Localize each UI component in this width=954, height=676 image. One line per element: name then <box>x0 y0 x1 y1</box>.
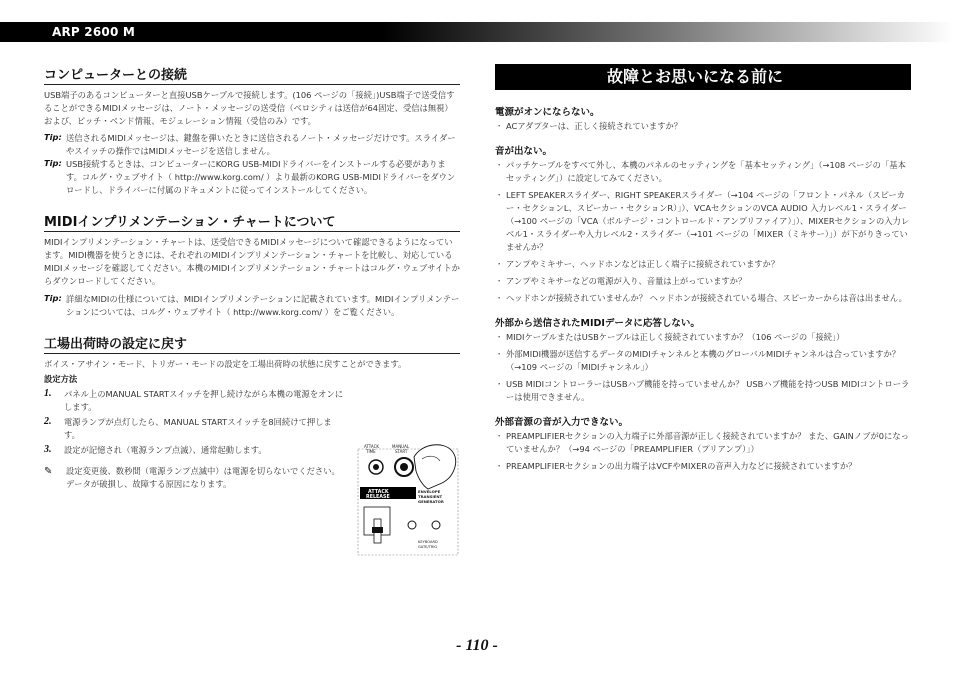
step-number: 3. <box>44 444 52 455</box>
list-item-text: PREAMPLIFIERセクションの入力端子に外部音源が正しく接続されていますか？ また、GAINノブが0になっていませんか？（→94 ページの「PREAMPLIFIER（プリアンプ）」） <box>506 431 909 454</box>
bullet-icon: ・ <box>495 379 504 389</box>
trouble-heading-no-sound: 音が出ない。 <box>495 146 553 157</box>
right-column <box>495 64 911 477</box>
step-item <box>44 388 344 414</box>
list-item-text: アンプやミキサー、ヘッドホンなどは正しく端子に接続されていますか？ <box>506 259 780 269</box>
list-item <box>495 159 911 185</box>
tip-label: Tip: <box>44 132 62 142</box>
left-column <box>44 64 460 549</box>
factory-reset-body: ボイス・アサイン・モード、トリガー・モードの設定を工場出荷時の状態に戻すことができます。 <box>44 359 407 369</box>
warning-pen-icon: ✎ <box>44 466 53 477</box>
bullet-icon: ・ <box>495 349 504 359</box>
tip-text: 送信されるMIDIメッセージは、鍵盤を弾いたときに送信されるノート・メッセージだけです。スライダーやスイッチの操作ではMIDIメッセージを送信しません。 <box>66 133 456 156</box>
tip-note <box>44 132 460 158</box>
list-item-text: USB MIDIコントローラーはUSBハブ機能を持っていませんか？ USBハブ機能を持つUSB MIDIコントローラーは使用できません。 <box>506 379 910 402</box>
manual-start-switch-center <box>400 463 408 471</box>
attack-time-label-2: TIME <box>366 449 376 454</box>
troubleshooting-banner: 故障とお思いになる前に <box>495 64 911 90</box>
bullet-icon: ・ <box>495 276 504 286</box>
manual-label: MANUAL <box>392 444 410 449</box>
manual-start-panel-illustration <box>352 437 464 557</box>
list-item <box>495 378 911 404</box>
list-item-text: パッチケーブルをすべて外し、本機のパネルのセッティングを「基本セッティング」（→108 ページの「基本セッティング」）に設定してみてください。 <box>506 160 906 183</box>
bullet-icon: ・ <box>495 332 504 342</box>
list-item <box>495 430 911 456</box>
list-item <box>495 120 911 133</box>
bullet-icon: ・ <box>495 431 504 441</box>
trouble-heading-external-audio: 外部音源の音が入力できない。 <box>495 417 629 428</box>
bullet-icon: ・ <box>495 121 504 131</box>
bullet-icon: ・ <box>495 293 504 303</box>
list-item <box>495 258 911 271</box>
step-item <box>44 444 344 457</box>
warning-note <box>44 465 344 491</box>
tip-text: USB接続するときは、コンピューターにKORG USB-MIDIドライバーをインストールする必要があります。コルグ・ウェブサイト（ http://www.korg.com/ ）より最新のKORG USB-MIDIドライバーをダウンロードし、ドライバーに付属のドキュメントに従ってインストールしてください。 <box>66 159 456 195</box>
list-item-text: ヘッドホンが接続されていませんか？ ヘッドホンが接続されている場合、スピーカーからは音は出ません。 <box>506 293 907 303</box>
power-lamp-center <box>373 464 379 470</box>
tip-text: 詳細なMIDIの仕様については、MIDIインプリメンテーションに記載されています。MIDIインプリメンテーションについては、コルグ・ウェブサイト（ http://www.korg.com/ ）をご覧ください。 <box>66 294 460 317</box>
step-text: 設定が記憶され（電源ランプ点滅）、通常起動します。 <box>64 445 267 455</box>
generator-label: GENERATOR <box>418 499 444 504</box>
slider-knob <box>372 527 383 533</box>
bullet-icon: ・ <box>495 259 504 269</box>
bullet-icon: ・ <box>495 160 504 170</box>
list-item <box>495 189 911 254</box>
gate-trig-label: GATE/TRIG <box>418 545 438 549</box>
jack-2 <box>432 521 440 529</box>
factory-reset-heading: 工場出荷時の設定に戻す <box>44 333 460 354</box>
computer-connection-body: USB端子のあるコンピューターと直接USBケーブルで接続します。(106 ページの「接続」)USB端子で送受信することができるMIDIメッセージは、ノート・メッセージの送受信（ベロシティは送信が64固定、受信は無視）および、ピッチ・ベンド情報、モジュレーション情報（受信のみ）です。 <box>44 90 455 126</box>
midi-implementation-heading: MIDIインプリメンテーション・チャートについて <box>44 211 460 232</box>
list-item-text: PREAMPLIFIERセクションの出力端子はVCFやMIXERの音声入力などに接続されていますか？ <box>506 461 857 471</box>
trouble-heading-power: 電源がオンにならない。 <box>495 107 600 118</box>
computer-connection-heading: コンピューターとの接続 <box>44 64 460 85</box>
tip-note <box>44 293 460 319</box>
tip-label: Tip: <box>44 158 62 168</box>
list-item <box>495 331 911 344</box>
bullet-icon: ・ <box>495 461 504 471</box>
header-bar <box>0 22 954 42</box>
list-item-text: MIDIケーブルまたはUSBケーブルは正しく接続されていますか？（106 ページの「接続」） <box>506 332 845 342</box>
jack-1 <box>408 521 416 529</box>
document-title: ARP 2600 M <box>52 25 136 39</box>
attack-release-label: ATTACK <box>368 490 389 495</box>
keyboard-label: KEYBOARD <box>418 540 438 544</box>
transient-label: TRANSIENT <box>418 494 443 499</box>
start-label: START <box>395 449 408 454</box>
list-item-text: 外部MIDI機器が送信するデータのMIDIチャンネルと本機のグローバルMIDIチャンネルは合っていますか？（→109 ページの「MIDIチャンネル」） <box>506 349 901 372</box>
list-item <box>495 460 911 473</box>
tip-label: Tip: <box>44 293 62 303</box>
trouble-heading-midi: 外部から送信されたMIDIデータに応答しない。 <box>495 318 700 329</box>
warning-text: 設定変更後、数秒間（電源ランプ点滅中）は電源を切らないでください。データが破損し、故障する原因になります。 <box>66 466 340 489</box>
envelope-label: ENVELOPE <box>418 489 441 494</box>
page-number: - 110 - <box>456 637 498 654</box>
step-text: 電源ランプが点灯したら、MANUAL STARTスイッチを8回続けて押します。 <box>64 417 332 440</box>
bullet-icon: ・ <box>495 190 504 200</box>
tip-note <box>44 158 460 197</box>
step-number: 2. <box>44 416 52 427</box>
list-item-text: アンプやミキサーなどの電源が入り、音量は上がっていますか？ <box>506 276 747 286</box>
procedure-subheading: 設定方法 <box>44 374 78 384</box>
step-item <box>44 416 344 442</box>
list-item-text: ACアダプターは、正しく接続されていますか？ <box>506 121 683 131</box>
release-label: RELEASE <box>366 495 390 500</box>
list-item <box>495 275 911 288</box>
list-item <box>495 292 911 305</box>
step-text: パネル上のMANUAL STARTスイッチを押し続けながら本機の電源をオンにします。 <box>64 389 344 412</box>
list-item <box>495 348 911 374</box>
list-item-text: LEFT SPEAKERスライダー、RIGHT SPEAKERスライダー（→104 ページの「フロント・パネル（スピーカー・セクションL、スピーカー・セクションR）」）、VCAセクションのVCA AUDIO 入力レベル1・スライダー（→100 ページの「VCA（ボルテージ・コントロールド・アンプリファイア）」）、MIXERセクションの入力レベル1・スライダーや入力レベル2・スライダー（→101 ページの「MIXER（ミキサー）」）が下がりきっていませんか？ <box>506 190 910 252</box>
step-number: 1. <box>44 388 52 399</box>
attack-time-label: ATTACK <box>364 444 380 449</box>
midi-implementation-body: MIDIインプリメンテーション・チャートは、送受信できるMIDIメッセージについて確認できるようになっています。MIDI機器を使うときには、それぞれのMIDIインプリメンテーション・チャートを比較し、対応しているMIDIメッセージを確認してください。本機のMIDIインプリメンテーション・チャートはコルグ・ウェブサイトからダウンロードしてください。 <box>44 237 460 286</box>
